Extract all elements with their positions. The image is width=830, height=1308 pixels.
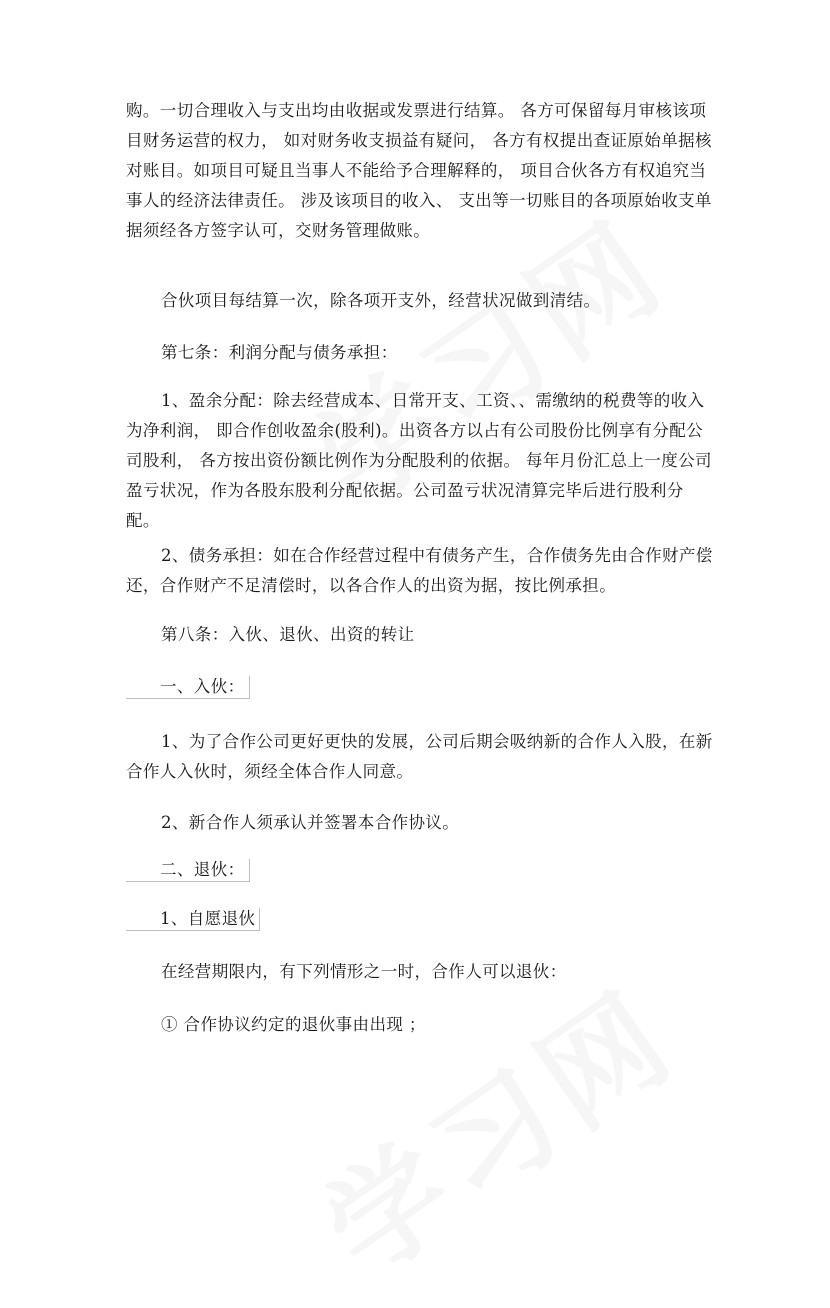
heading-article-8: 第八条：入伙、退伙、出资的转让 bbox=[161, 625, 415, 644]
heading-article-7: 第七条：利润分配与债务承担： bbox=[161, 343, 398, 362]
paragraph-join-rule-1: 1、为了合作公司更好更快的发展，公司后期会吸纳新的合作人入股，在新合作人入伙时，须经全体合作人同意。 bbox=[126, 732, 713, 781]
section-heading-withdraw: 二、退伙： bbox=[126, 859, 250, 882]
watermark bbox=[286, 944, 704, 1308]
paragraph-finance-audit: 购。一切合理收入与支出均由收据或发票进行结算。 各方可保留每月审核该项目财务运营的权力， 如对财务收支损益有疑问， 各方有权提出查证原始单据核对账目。如项目可疑且当事人不能给予合理解释的， 项目合伙各方有权追究当事人的经济法律责任。 涉及该项目的收入、 支出等一切账目的各项原始收支单据须经各方签字认可，交财务管理做账。 bbox=[126, 101, 712, 240]
paragraph-withdraw-conditions: 在经营期限内，有下列情形之一时，合作人可以退伙： bbox=[161, 962, 567, 981]
section-heading-join: 一、入伙： bbox=[126, 676, 250, 699]
paragraph-join-rule-2: 2、新合作人须承认并签署本合作协议。 bbox=[161, 813, 460, 832]
subheading-voluntary-withdraw: 1、自愿退伙 bbox=[126, 908, 260, 931]
paragraph-debt-bearing: 2、债务承担：如在合作经营过程中有债务产生，合作债务先由合作财产偿还，合作财产不足清偿时，以各合作人的出资为据，按比例承担。 bbox=[126, 546, 713, 595]
list-item-withdraw-reason-1: ① 合作协议约定的退伙事由出现 ； bbox=[161, 1015, 426, 1034]
paragraph-profit-distribution: 1、盈余分配：除去经营成本、日常开支、工资、、需缴纳的税费等的收入为净利润， 即合作创收盈余(股利)。出资各方以占有公司股份比例享有分配公司股利， 各方按出资份额比例作为分配股利的依据。 每年月份汇总上一度公司盈亏状况，作为各股东股利分配依据。公司盈亏状况清算完毕后进行股利分配。 bbox=[126, 391, 712, 530]
paragraph-settlement: 合伙项目每结算一次，除各项开支外，经营状况做到清结。 bbox=[161, 291, 601, 310]
